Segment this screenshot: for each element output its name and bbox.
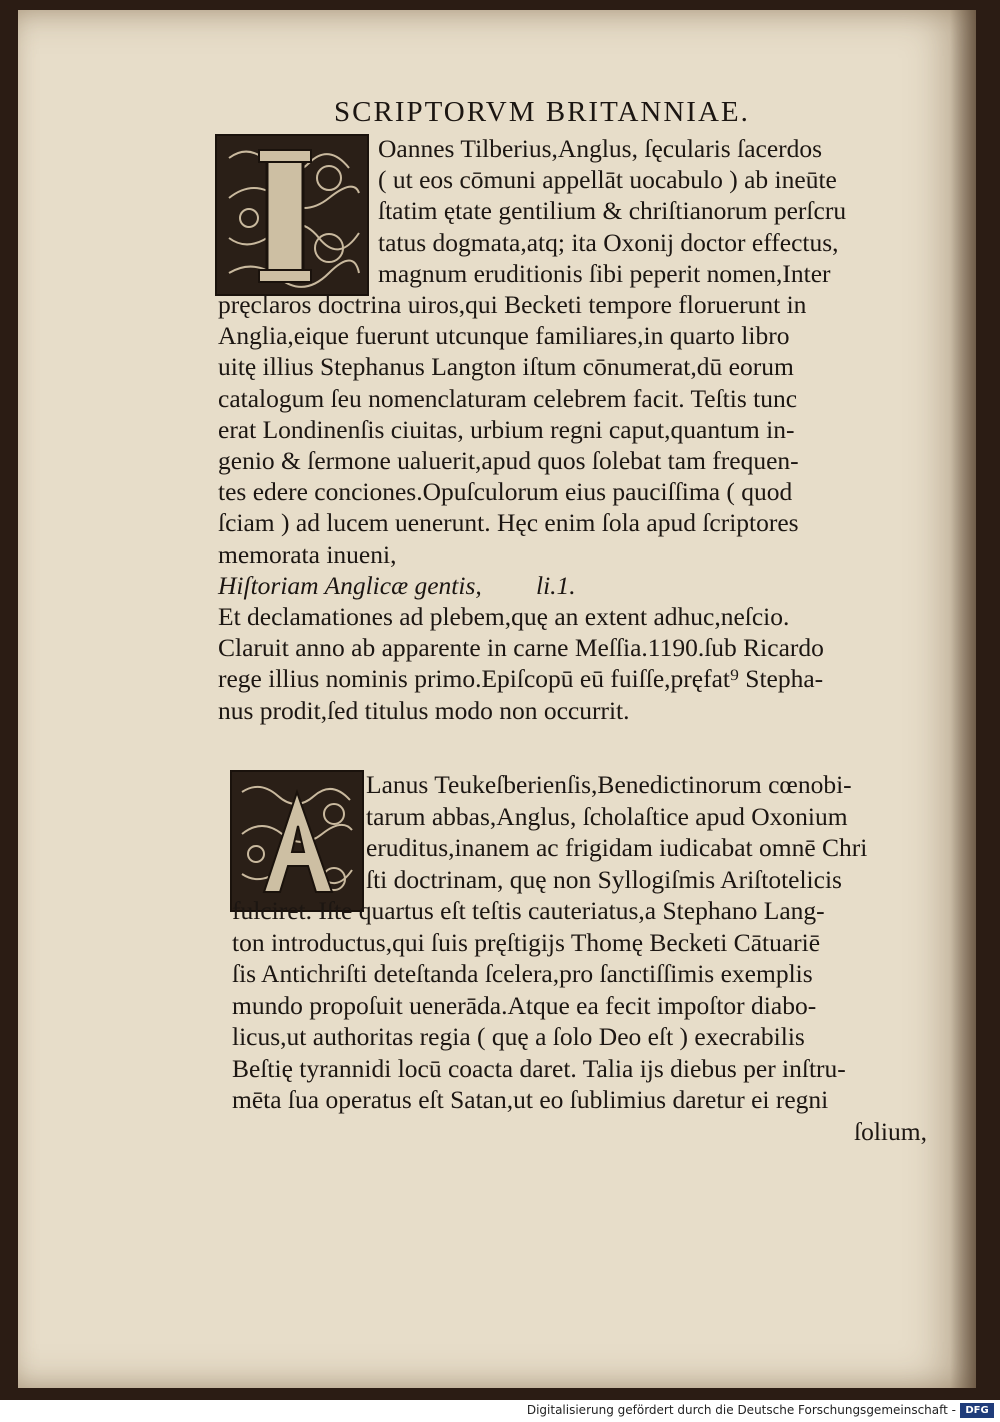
decorated-initial-a (230, 770, 364, 912)
entry2-text-line: eruditus,inanem ac frigidam iudicabat omnē Chri (366, 833, 868, 862)
ornament-icon (219, 138, 365, 292)
footer-bar (0, 1400, 1000, 1422)
work-title: Hiſtoriam Anglicæ gentis, (218, 571, 482, 600)
entry1-text-line: genio & ſermone ualuerit,apud quos ſolebat tam frequen- (218, 446, 799, 475)
entry2-text-line: mundo propoſuit uenerāda.Atque ea fecit impoſtor diabo- (232, 991, 817, 1020)
catchword: ſolium, (854, 1117, 927, 1146)
entry1-text-line: catalogum ſeu nomenclaturam celebrem facit. Teſtis tunc (218, 384, 798, 413)
entry1-text-line: Oannes Tilberius,Anglus, ſęcularis ſacerdos (378, 134, 823, 163)
entry1-text-line: uitę illius Stephanus Langton iſtum cōnumerat,dū eorum (218, 352, 794, 381)
page-gutter-shadow (950, 10, 976, 1388)
book-page (18, 10, 976, 1388)
work-reference: li.1. (536, 571, 576, 600)
ornament-icon (234, 774, 360, 908)
running-title: SCRIPTORVM BRITANNIAE. (334, 96, 750, 128)
entry2-text-line: licus,ut authoritas regia ( quę a ſolo Deo eſt ) execrabilis (232, 1022, 805, 1051)
entry1-text-line: tes edere conciones.Opuſculorum eius pauciſſima ( quod (218, 477, 793, 506)
entry1-closing-line: Et declamationes ad plebem,quę an extent adhuc,neſcio. (218, 602, 790, 631)
entry1-text-line: ( ut eos cōmuni appellāt uocabulo ) ab ineūte (378, 165, 837, 194)
entry1-text-line: ſtatim ętate gentilium & chriſtianorum perſcru (378, 196, 847, 225)
dfg-logo: DFG (960, 1403, 994, 1418)
funding-credit: Digitalisierung gefördert durch die Deutsche Forschungsgemeinschaft - (526, 1403, 956, 1417)
entry2-text-line: Lanus Teukeſberienſis,Benedictinorum cœnobi- (366, 770, 852, 799)
entry1-text-line: pręclaros doctrina uiros,qui Becketi tempore floruerunt in (218, 290, 807, 319)
entry2-text-line: Beſtię tyrannidi locū coacta daret. Talia ijs diebus per inſtru- (232, 1054, 846, 1083)
entry2-text-line: ton introductus,qui ſuis pręſtigijs Thomę Becketi Cātuariē (232, 928, 821, 957)
entry1-text-line: memorata inueni, (218, 540, 397, 569)
entry1-closing-line: Claruit anno ab apparente in carne Meſſia.1190.ſub Ricardo (218, 633, 824, 662)
decorated-initial-i (215, 134, 369, 296)
entry2-text-line: fulciret. Iſte quartus eſt teſtis cauteriatus,a Stephano Lang- (232, 896, 825, 925)
entry1-closing-line: nus prodit,ſed titulus modo non occurrit. (218, 696, 630, 725)
entry2-text-line: mēta ſua operatus eſt Satan,ut eo ſublimius daretur ei regni (232, 1085, 829, 1114)
entry1-closing-line: rege illius nominis primo.Epiſcopū eū fuiſſe,pręfat⁹ Stepha- (218, 664, 824, 693)
entry2-text-line: tarum abbas,Anglus, ſcholaſtice apud Oxonium (366, 802, 848, 831)
entry1-text-line: magnum eruditionis ſibi peperit nomen,Inter (378, 259, 831, 288)
entry2-text-line: ſis Antichriſti deteſtanda ſcelera,pro ſanctiſſimis exemplis (232, 959, 813, 988)
entry1-text-line: erat Londinenſis ciuitas, urbium regni caput,quantum in- (218, 415, 795, 444)
entry2-text-line: ſti doctrinam, quę non Syllogiſmis Ariſtotelicis (366, 865, 842, 894)
entry1-text-line: ſciam ) ad lucem uenerunt. Hęc enim ſola apud ſcriptores (218, 508, 799, 537)
entry1-text-line: tatus dogmata,atq; ita Oxonij doctor effectus, (378, 228, 839, 257)
entry1-text-line: Anglia,eique fuerunt utcunque familiares,in quarto libro (218, 321, 790, 350)
